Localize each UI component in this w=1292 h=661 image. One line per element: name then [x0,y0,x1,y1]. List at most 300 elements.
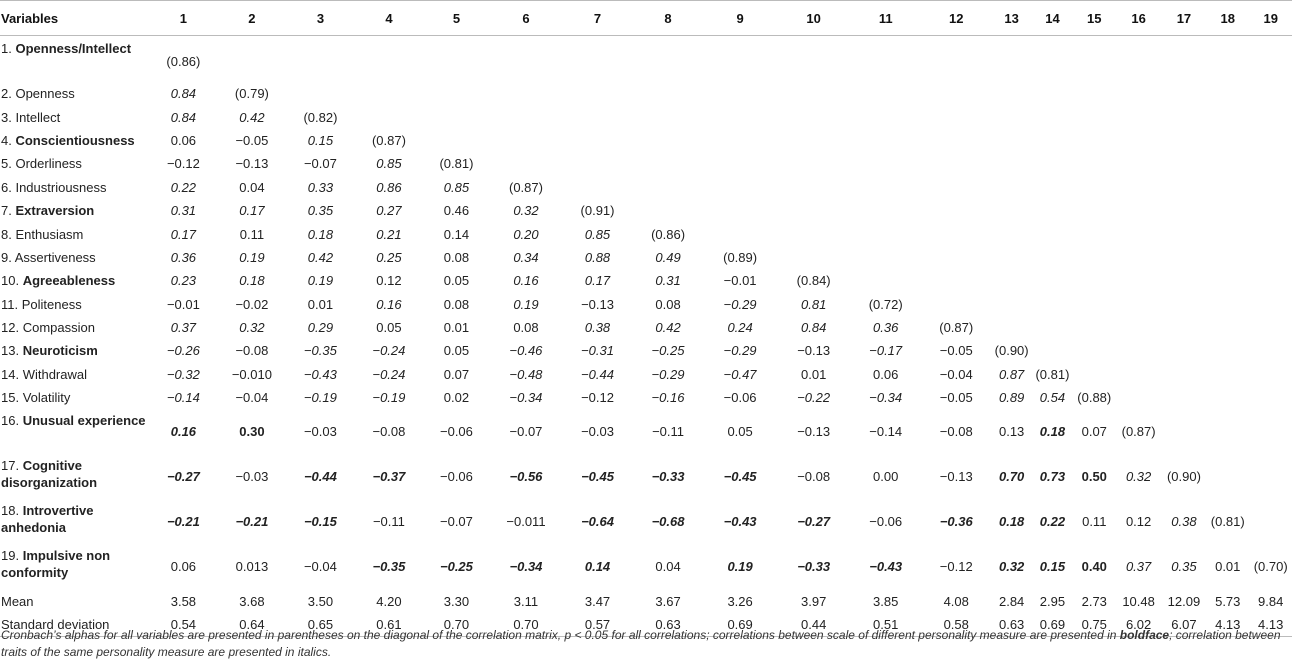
cell-text: 0.58 [943,617,969,633]
cell-value [423,222,490,245]
variable-name: Impulsive non conformity [1,548,111,581]
cell-text: −0.27 [166,469,200,485]
cell-text: −0.37 [372,469,406,485]
cell-text: 0.07 [443,366,470,382]
cell-text: −0.13 [581,296,614,312]
cell-value [992,293,1032,316]
cell-value [562,152,633,175]
cell-value [423,152,490,175]
cell-value [355,316,424,339]
table-row [0,152,1292,175]
table-row [0,36,1292,83]
cell-value [355,386,424,409]
cell-value [562,544,633,589]
cell-text: 0.15 [1039,559,1066,575]
cell-value [490,222,563,245]
row-number: 2. [1,86,12,102]
table-row [0,199,1292,222]
cell-text: −0.43 [303,366,337,382]
row-number: 19. [1,548,20,564]
cell-text: 0.84 [170,109,197,125]
cell-value [286,105,355,128]
cell-value [1162,386,1206,409]
cell-value [1162,82,1206,105]
row-label [0,152,149,175]
cell-value [1073,293,1115,316]
cell-text: 3.68 [239,593,265,609]
cell-text: −0.03 [581,424,614,440]
cell-text: 0.63 [655,617,681,633]
cell-value [149,339,218,362]
cell-text: −0.64 [581,514,614,530]
cell-value [218,36,287,83]
row-number: 12. [1,320,20,336]
row-number: 17. [1,458,20,474]
cell-text: −0.19 [372,390,406,406]
cell-value [850,409,921,454]
cell-value [1073,152,1115,175]
cell-value [1206,339,1249,362]
cell-text: 3.85 [873,593,899,609]
cell-text: 0.89 [998,390,1025,406]
variable-name: Unusual experience [22,413,146,429]
table-row [0,499,1292,544]
cell-value [1115,454,1161,499]
cell-text: 0.19 [727,559,753,575]
cell-text: 0.69 [727,617,753,633]
cell-value [423,246,490,269]
cell-value [355,129,424,152]
cell-value [777,454,851,499]
cell-value [633,589,704,612]
cell-value [423,499,490,544]
cell-value [992,82,1032,105]
row-label [0,339,149,362]
cell-value [1073,222,1115,245]
cell-value [921,499,992,544]
cell-value [149,316,218,339]
cell-value [921,36,992,83]
cell-text: 0.16 [513,273,539,289]
row-label [0,386,149,409]
cell-text: −0.68 [651,514,685,530]
cell-value [355,544,424,589]
table-row [0,544,1292,589]
cell-text: (0.81) [1035,366,1070,382]
cell-value [1032,36,1073,83]
cell-value [1073,544,1115,589]
cell-text: 0.70 [998,469,1025,485]
cell-value [1249,82,1292,105]
cell-text: −0.01 [723,273,757,289]
cell-value [1206,82,1249,105]
cell-text: 0.32 [1125,469,1152,485]
table-row [0,316,1292,339]
cell-value [777,152,851,175]
cell-text: −0.12 [166,156,200,172]
cell-value [1073,316,1115,339]
cell-text: (0.87) [1121,424,1156,440]
footnote-bold-word: boldface [1119,628,1170,642]
cell-text: −0.08 [235,343,269,359]
cell-text: −0.33 [797,559,831,575]
cell-value [850,363,921,386]
cell-text: −0.14 [869,424,903,440]
cell-value [703,176,777,199]
cell-value [1162,246,1206,269]
cell-value [921,152,992,175]
cell-value [633,499,704,544]
cell-text: (0.84) [796,273,831,289]
header-col-7: 7 [562,1,633,36]
cell-value [921,105,992,128]
header-col-17: 17 [1162,1,1206,36]
cell-value [1249,386,1292,409]
cell-value [850,454,921,499]
cell-text: 3.50 [307,593,334,609]
cell-value [633,409,704,454]
table-row [0,409,1292,454]
footnote-text-end: ; correlation between traits of the same personality measure are presented in italics. [1,628,1281,659]
row-label [0,246,149,269]
cell-value [1206,544,1249,589]
cell-value [423,316,490,339]
cell-text: 0.30 [239,424,265,440]
cell-value [1073,589,1115,612]
cell-value [703,82,777,105]
cell-value [149,82,218,105]
row-label [0,499,149,544]
cell-text: −0.35 [303,343,337,359]
cell-value [1032,499,1073,544]
cell-value [562,386,633,409]
cell-value [218,386,287,409]
cell-text: 0.31 [170,203,197,219]
cell-value [992,409,1032,454]
table-body [0,36,1292,637]
cell-value [149,454,218,499]
cell-value [1032,293,1073,316]
cell-value [921,544,992,589]
cell-value [1115,152,1161,175]
cell-text: 0.08 [443,296,470,312]
cell-text: −0.17 [869,343,903,359]
cell-text: 0.70 [513,617,539,633]
cell-value [703,222,777,245]
cell-text: 2.95 [1039,593,1066,609]
cell-text: 0.17 [584,273,611,289]
cell-text: 0.81 [801,296,827,312]
cell-value [633,129,704,152]
cell-value [562,129,633,152]
cell-value [921,386,992,409]
cell-value [490,269,563,292]
cell-value [423,544,490,589]
cell-text: 0.44 [801,617,827,633]
variable-name: Openness [15,86,75,102]
cell-text: −0.25 [440,559,473,575]
cell-value [703,499,777,544]
cell-value [1249,454,1292,499]
cell-text: 0.37 [1125,559,1152,575]
cell-value [1162,222,1206,245]
cell-text: −0.29 [723,343,757,359]
table-row [0,129,1292,152]
cell-value [703,199,777,222]
cell-value [562,105,633,128]
cell-value [218,246,287,269]
cell-text: 0.75 [1081,617,1107,633]
cell-value [1073,454,1115,499]
cell-text: 0.06 [170,132,197,148]
header-col-4: 4 [355,1,424,36]
cell-value [286,199,355,222]
cell-value [850,176,921,199]
cell-value [850,589,921,612]
cell-value [1032,82,1073,105]
cell-value [921,316,992,339]
cell-text: 0.51 [873,617,899,633]
cell-value [286,363,355,386]
cell-value [423,339,490,362]
cell-text: −0.05 [939,343,973,359]
header-col-5: 5 [423,1,490,36]
cell-value [1249,129,1292,152]
cell-text: −0.43 [869,559,903,575]
cell-text: −0.34 [509,559,543,575]
row-number: 8. [1,226,12,242]
cell-value [423,409,490,454]
cell-value [562,222,633,245]
cell-text: −0.24 [372,343,406,359]
cell-text: 0.35 [1171,559,1197,575]
cell-text: (0.89) [723,249,758,265]
cell-text: 3.67 [655,593,681,609]
cell-value [562,589,633,612]
cell-value [1032,129,1073,152]
cell-text: 10.48 [1122,593,1155,609]
cell-text: 0.11 [239,226,265,242]
cell-value [149,544,218,589]
cell-value [1115,36,1161,83]
cell-value [355,82,424,105]
table-row [0,176,1292,199]
cell-text: 0.46 [443,203,470,219]
cell-value [992,129,1032,152]
cell-value [1115,544,1161,589]
cell-text: 0.19 [307,273,334,289]
cell-value [1115,129,1161,152]
table-footnote [1,627,1291,661]
cell-text: −0.04 [235,390,269,406]
cell-text: (0.87) [939,320,974,336]
cell-value [149,222,218,245]
cell-text: −0.44 [581,366,614,382]
cell-text: 0.24 [727,320,753,336]
cell-value [1206,293,1249,316]
cell-value [1073,36,1115,83]
table-row [0,386,1292,409]
cell-value [777,222,851,245]
cell-value [490,82,563,105]
row-number: 9. [1,249,12,265]
cell-text: (0.91) [580,203,615,219]
cell-value [633,152,704,175]
cell-value [1249,316,1292,339]
header-col-18: 18 [1206,1,1249,36]
cell-text: −0.31 [581,343,614,359]
cell-value [562,293,633,316]
cell-value [355,222,424,245]
cell-value [850,316,921,339]
footnote-text: Cronbach’s alphas for all variables are presented in parentheses on the diagonal of the correlation matrix, p < 0.05 for all correlations; correlations between scale of different personality measure are presented in [1,628,1120,642]
cell-text: 0.14 [443,226,470,242]
cell-value [218,316,287,339]
cell-value [703,246,777,269]
cell-value [850,386,921,409]
cell-text: −0.24 [372,366,406,382]
cell-value [850,199,921,222]
cell-value [1115,82,1161,105]
cell-text: 0.73 [1039,469,1066,485]
cell-text: 0.08 [443,249,470,265]
cell-value [921,339,992,362]
cell-value [1115,386,1161,409]
cell-text: 0.23 [170,273,197,289]
cell-value [1032,222,1073,245]
cell-value [921,589,992,612]
variable-name: Orderliness [15,156,82,172]
cell-value [286,409,355,454]
cell-value [1115,293,1161,316]
cell-value [218,363,287,386]
cell-value [921,82,992,105]
cell-text: 0.08 [513,320,539,336]
cell-text: 0.65 [307,617,334,633]
header-col-8: 8 [633,1,704,36]
cell-value [703,129,777,152]
cell-value [286,152,355,175]
cell-value [490,152,563,175]
cell-text: 0.64 [239,617,265,633]
cell-value [355,499,424,544]
cell-text: 12.09 [1167,593,1201,609]
cell-text: 0.86 [376,179,402,195]
cell-text: 0.18 [998,514,1025,530]
cell-value [703,105,777,128]
cell-value [1073,129,1115,152]
cell-value [1073,82,1115,105]
cell-value [703,363,777,386]
cell-text: 0.01 [443,320,470,336]
cell-text: −0.47 [723,366,757,382]
cell-text: 0.38 [1171,514,1197,530]
cell-text: −0.02 [235,296,269,312]
cell-text: −0.34 [509,390,543,406]
cell-value [562,454,633,499]
cell-value [992,363,1032,386]
cell-text: 0.85 [376,156,402,172]
row-label [0,363,149,386]
cell-value [633,363,704,386]
cell-value [1206,176,1249,199]
cell-text: −0.08 [372,424,406,440]
header-col-3: 3 [286,1,355,36]
cell-value [1162,589,1206,612]
cell-text: (0.88) [1077,390,1112,406]
cell-text: 0.35 [307,203,334,219]
cell-text: 0.06 [873,366,899,382]
variable-name: Introvertive anhedonia [1,503,94,536]
cell-value [1249,499,1292,544]
cell-text: −0.16 [651,390,685,406]
cell-value [1032,544,1073,589]
cell-value [562,36,633,83]
cell-text: −0.21 [235,514,269,530]
cell-text: 4.20 [376,593,402,609]
table-header [0,1,1292,36]
cell-value [1249,293,1292,316]
cell-value [218,589,287,612]
cell-value [1249,222,1292,245]
cell-value [1206,222,1249,245]
cell-value [490,589,563,612]
variable-name: Volatility [22,390,71,406]
cell-text: (0.72) [868,296,903,312]
cell-value [1032,152,1073,175]
cell-value [703,544,777,589]
cell-value [921,246,992,269]
cell-value [1073,105,1115,128]
row-number: 5. [1,156,12,172]
cell-value [1206,129,1249,152]
row-label [0,222,149,245]
cell-value [921,269,992,292]
cell-value [423,269,490,292]
cell-text: 0.16 [376,296,402,312]
cell-text: −0.14 [166,390,200,406]
cell-value [355,176,424,199]
cell-value [490,499,563,544]
cell-value [992,176,1032,199]
cell-value [1206,409,1249,454]
cell-value [149,386,218,409]
cell-value [1162,499,1206,544]
cell-text: −0.03 [303,424,337,440]
cell-value [355,363,424,386]
cell-value [777,386,851,409]
cell-text: 0.50 [1081,469,1107,485]
variable-name: Mean [1,593,34,609]
variable-name: Agreeableness [22,273,116,289]
cell-value [1032,409,1073,454]
cell-value [490,544,563,589]
cell-text: 0.22 [1039,514,1066,530]
cell-text: 0.13 [998,424,1025,440]
cell-text: 0.57 [584,617,611,633]
cell-text: −0.13 [235,156,269,172]
row-label [0,454,149,499]
cell-value [423,82,490,105]
cell-value [992,222,1032,245]
cell-value [850,269,921,292]
cell-text: −0.07 [509,424,543,440]
table-row [0,269,1292,292]
cell-text: 3.47 [584,593,611,609]
cell-value [1115,105,1161,128]
cell-text: 0.54 [170,617,197,633]
cell-value [1073,176,1115,199]
